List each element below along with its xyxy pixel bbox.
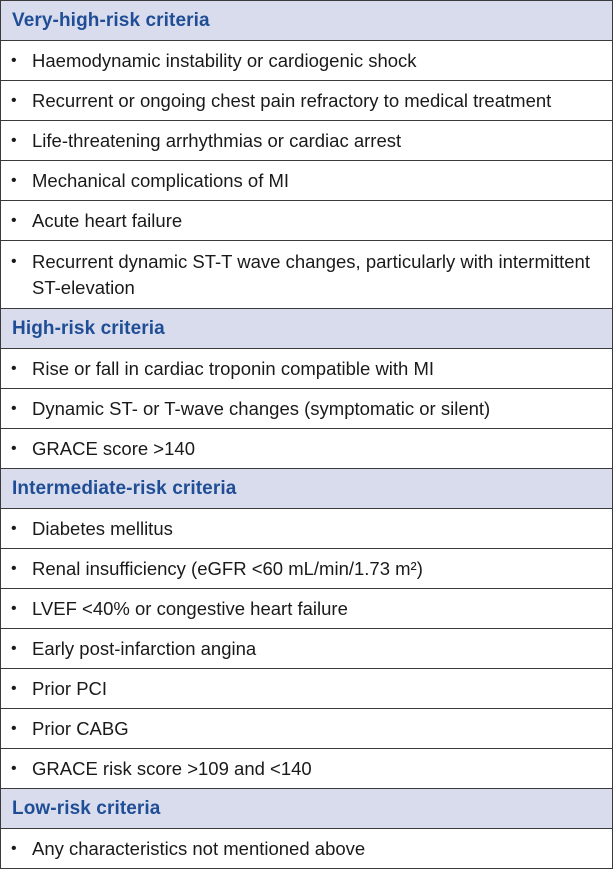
section-title: Very-high-risk criteria [12, 9, 210, 31]
section-title: Low-risk criteria [12, 797, 161, 819]
bullet-icon: • [11, 171, 17, 189]
criteria-row [1, 161, 613, 201]
criteria-item: Acute heart failure [32, 209, 183, 231]
bullet-icon: • [11, 51, 17, 69]
criteria-row [1, 429, 613, 469]
criteria-item: Recurrent or ongoing chest pain refractory to medical treatment [32, 89, 552, 111]
section-header-row [1, 789, 613, 829]
criteria-row [1, 389, 613, 429]
bullet-icon: • [11, 559, 17, 577]
bullet-icon: • [11, 252, 17, 270]
criteria-row [1, 41, 613, 81]
criteria-item: LVEF <40% or congestive heart failure [32, 597, 348, 619]
bullet-icon: • [11, 91, 17, 109]
criteria-item: Rise or fall in cardiac troponin compatible with MI [32, 357, 435, 379]
bullet-icon: • [11, 599, 17, 617]
criteria-item: Renal insufficiency (eGFR <60 mL/min/1.73 m²) [32, 557, 423, 579]
criteria-item: GRACE risk score >109 and <140 [32, 757, 312, 779]
criteria-item: Haemodynamic instability or cardiogenic shock [32, 49, 417, 71]
criteria-item: Early post-infarction angina [32, 637, 257, 659]
section-header-very-high-risk [1, 1, 613, 41]
criteria-item: GRACE score >140 [32, 437, 195, 459]
bullet-icon: • [11, 359, 17, 377]
criteria-item: Recurrent dynamic ST-T wave changes, particularly with intermittent ST-elevation [32, 250, 590, 298]
criteria-row [1, 549, 613, 589]
criteria-item: Any characteristics not mentioned above [32, 837, 366, 859]
section-header-row [1, 309, 613, 349]
bullet-icon: • [11, 131, 17, 149]
bullet-icon: • [11, 439, 17, 457]
bullet-icon: • [11, 399, 17, 417]
criteria-row [1, 349, 613, 389]
section-header-low-risk [1, 789, 613, 829]
bullet-icon: • [11, 639, 17, 657]
criteria-row [1, 669, 613, 709]
bullet-icon: • [11, 519, 17, 537]
criteria-row [1, 81, 613, 121]
criteria-row [1, 829, 613, 869]
bullet-icon: • [11, 839, 17, 857]
section-header-intermediate-risk [1, 469, 613, 509]
criteria-item: Life-threatening arrhythmias or cardiac arrest [32, 129, 402, 151]
criteria-row [1, 589, 613, 629]
criteria-row [1, 509, 613, 549]
section-title: Intermediate-risk criteria [12, 477, 237, 499]
criteria-row [1, 749, 613, 789]
criteria-row [1, 629, 613, 669]
criteria-row [1, 201, 613, 241]
bullet-icon: • [11, 211, 17, 229]
criteria-item: Prior CABG [32, 717, 129, 739]
criteria-row [1, 241, 613, 309]
section-title: High-risk criteria [12, 317, 165, 339]
bullet-icon: • [11, 759, 17, 777]
bullet-icon: • [11, 679, 17, 697]
criteria-row [1, 121, 613, 161]
criteria-row [1, 709, 613, 749]
section-header-row [1, 469, 613, 509]
section-header-row [1, 1, 613, 41]
criteria-item: Dynamic ST- or T-wave changes (symptomatic or silent) [32, 397, 491, 419]
section-header-high-risk [1, 309, 613, 349]
criteria-item: Prior PCI [32, 677, 108, 699]
criteria-item: Mechanical complications of MI [32, 169, 290, 191]
criteria-item: Diabetes mellitus [32, 517, 173, 539]
bullet-icon: • [11, 719, 17, 737]
